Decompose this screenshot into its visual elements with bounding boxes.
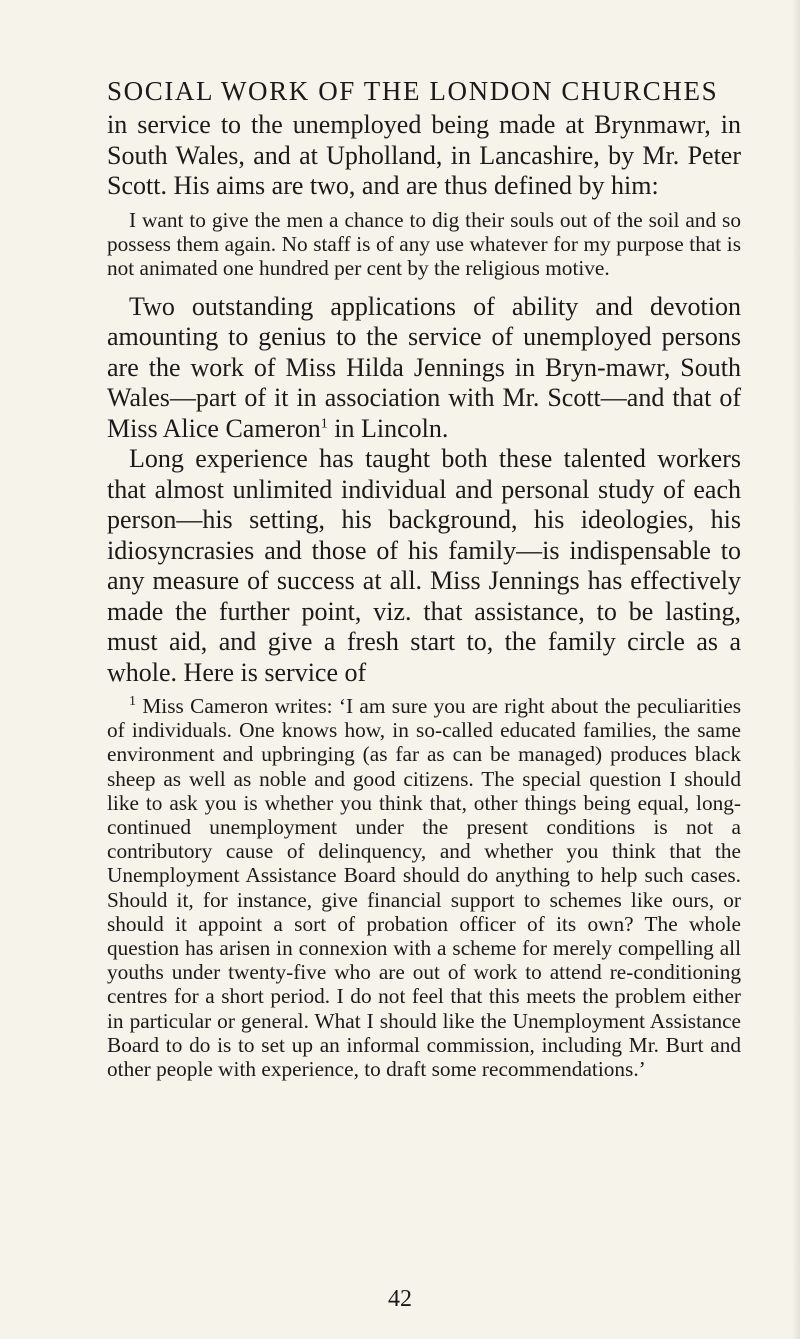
paragraph-1: in service to the unemployed being made at Brynmawr, in South Wales, and at Upholland, in Lancashire, by Mr. Peter Scott. His aims are two, and are thus defined by him:: [107, 110, 741, 200]
paragraph-2: [107, 292, 741, 445]
footnote-marker: 1: [129, 693, 136, 709]
page-edge-shadow: [792, 0, 800, 1339]
text-block: [107, 110, 741, 1081]
block-quote: I want to give the men a chance to dig their souls out of the soil and so possess them again. No staff is of any use whatever for my purpose that is not animated one hundred per cent by the religious motive.: [107, 207, 741, 280]
paragraph-2-text-b: in Lincoln.: [327, 413, 449, 443]
page-number: 42: [388, 1286, 412, 1312]
footnote-reference: 1: [320, 415, 328, 431]
paragraph-3: Long experience has taught both these talented workers that almost unlimited individual and personal study of each person—his setting, his background, his ideologies, his idiosyncrasies and those of his family—is indispensable to any measure of success at all. Miss Jennings has effectively made the further point, viz. that assistance, to be lasting, must aid, and give a fresh start to, the family circle as a whole. Here is service of: [107, 444, 741, 687]
footnote-text: Miss Cameron writes: ‘I am sure you are right about the peculiarities of individuals. One knows how, in so-called educated families, the same environment and upbringing (as far as can be managed) produces black sheep as well as noble and good citizens. The special question I should like to ask you is whether you think that, other things being equal, long-continued unemployment under the present conditions is not a contributory cause of delinquency, and whether you think that the Unemployment Assistance Board should do anything to help such cases. Should it, for instance, give financial support to schemes like ours, or should it appoint a sort of probation officer of its own? The whole question has arisen in connexion with a scheme for merely compelling all youths under twenty-five who are out of work to attend re-conditioning centres for a short period. I do not feel that this meets the problem either in particular or general. What I should like the Unemployment Assistance Board to do is to set up an informal commission, including Mr. Burt and other people with experience, to draft some recommendations.’: [107, 694, 741, 1082]
running-head: SOCIAL WORK OF THE LONDON CHURCHES: [107, 76, 719, 106]
paragraph-2-text-a: Two outstanding applications of ability and devotion amounting to genius to the service of unemployed persons are the work of Miss Hilda Jennings in Bryn-mawr, South Wales—part of it in association with Mr. Scott—and that of Miss Alice Cameron: [107, 291, 741, 443]
footnote: [107, 694, 741, 1081]
